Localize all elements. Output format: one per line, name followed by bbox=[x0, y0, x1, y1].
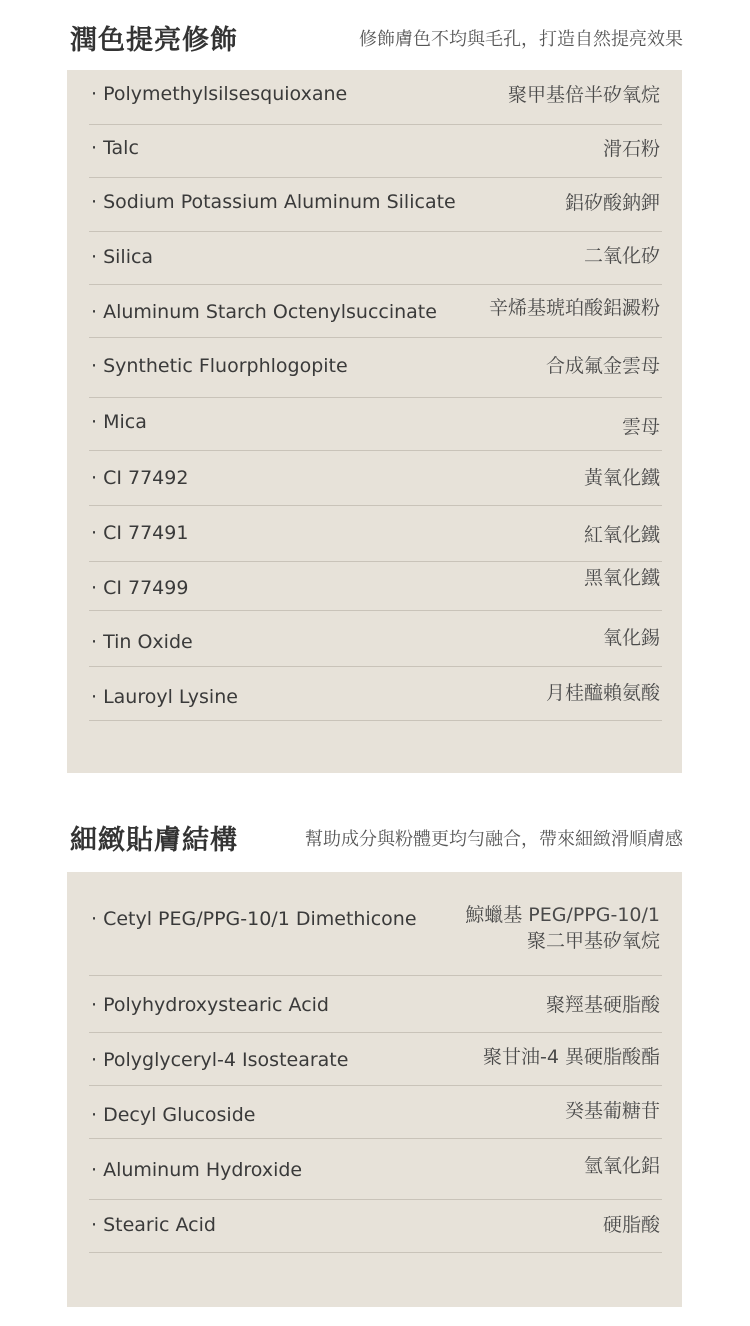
ingredient-zh: 癸基葡糖苷 bbox=[564, 1100, 660, 1122]
ingredient-row bbox=[89, 177, 662, 232]
ingredient-row bbox=[89, 124, 662, 178]
ingredient-zh: 鯨蠟基 PEG/PPG-10/1 bbox=[465, 904, 660, 926]
ingredient-row bbox=[89, 975, 662, 1033]
section-title: 潤色提亮修飾 bbox=[70, 25, 238, 56]
ingredient-en: · Sodium Potassium Aluminum Silicate bbox=[91, 191, 456, 213]
ingredient-en: · CI 77491 bbox=[91, 522, 189, 544]
ingredient-zh: 滑石粉 bbox=[602, 138, 660, 160]
ingredient-row bbox=[89, 231, 662, 285]
ingredient-row bbox=[89, 561, 662, 611]
ingredient-zh: 紅氧化鐵 bbox=[583, 524, 660, 546]
ingredient-row bbox=[89, 284, 662, 338]
section-subtitle: 修飾膚色不均與毛孔，打造自然提亮效果 bbox=[359, 29, 683, 50]
section-header bbox=[0, 800, 750, 870]
ingredient-row bbox=[89, 1032, 662, 1086]
ingredient-zh: 鋁矽酸鈉鉀 bbox=[564, 192, 660, 214]
ingredient-zh-line2: 聚二甲基矽氧烷 bbox=[526, 930, 660, 952]
section-title: 細緻貼膚結構 bbox=[70, 825, 238, 856]
ingredient-zh: 二氧化矽 bbox=[583, 245, 660, 267]
ingredient-en: · Talc bbox=[91, 137, 139, 159]
ingredient-row bbox=[89, 1199, 662, 1253]
ingredient-row bbox=[89, 1085, 662, 1139]
ingredient-zh: 氧化錫 bbox=[602, 627, 660, 649]
ingredient-row bbox=[89, 397, 662, 451]
ingredient-zh: 黃氧化鐵 bbox=[583, 467, 660, 489]
ingredient-en: · Aluminum Hydroxide bbox=[91, 1159, 303, 1181]
ingredient-zh: 合成氟金雲母 bbox=[545, 355, 660, 377]
ingredient-zh: 黑氧化鐵 bbox=[583, 567, 660, 589]
ingredient-row bbox=[89, 337, 662, 398]
ingredient-zh: 氫氧化鋁 bbox=[583, 1155, 660, 1177]
ingredient-en: · Polyhydroxystearic Acid bbox=[91, 994, 329, 1016]
section-header bbox=[0, 0, 750, 70]
ingredient-row bbox=[89, 610, 662, 667]
ingredient-en: · Lauroyl Lysine bbox=[91, 686, 238, 708]
ingredient-zh: 雲母 bbox=[621, 416, 660, 438]
ingredient-zh: 月桂醯賴氨酸 bbox=[545, 682, 660, 704]
ingredient-en: · CI 77492 bbox=[91, 467, 189, 489]
ingredient-zh: 硬脂酸 bbox=[602, 1214, 660, 1236]
ingredient-panel bbox=[67, 872, 682, 1307]
ingredient-en: · Polyglyceryl-4 Isostearate bbox=[91, 1049, 349, 1071]
ingredient-panel bbox=[67, 70, 682, 773]
ingredient-row bbox=[89, 872, 662, 976]
ingredient-row bbox=[89, 450, 662, 506]
ingredient-en: · Polymethylsilsesquioxane bbox=[91, 83, 348, 105]
ingredient-en: · Decyl Glucoside bbox=[91, 1104, 256, 1126]
ingredient-zh: 聚羥基硬脂酸 bbox=[545, 994, 660, 1016]
ingredient-en: · Silica bbox=[91, 246, 154, 268]
ingredient-en: · CI 77499 bbox=[91, 577, 189, 599]
ingredient-row bbox=[89, 666, 662, 721]
section-subtitle: 幫助成分與粉體更均勻融合，帶來細緻滑順膚感 bbox=[305, 829, 683, 850]
ingredient-row bbox=[89, 1138, 662, 1200]
ingredient-en: · Synthetic Fluorphlogopite bbox=[91, 355, 348, 377]
ingredient-en: · Tin Oxide bbox=[91, 631, 193, 653]
ingredient-zh: 辛烯基琥珀酸鋁澱粉 bbox=[488, 297, 660, 319]
ingredient-en: · Stearic Acid bbox=[91, 1214, 216, 1236]
ingredient-en: · Aluminum Starch Octenylsuccinate bbox=[91, 301, 437, 323]
ingredient-zh: 聚甘油-4 異硬脂酸酯 bbox=[483, 1046, 660, 1068]
ingredient-en: · Mica bbox=[91, 411, 147, 433]
ingredient-row bbox=[89, 505, 662, 562]
ingredient-row bbox=[89, 70, 662, 125]
ingredient-section-texture bbox=[0, 800, 750, 1236]
ingredient-zh: 聚甲基倍半矽氧烷 bbox=[507, 84, 660, 106]
ingredient-en: · Cetyl PEG/PPG-10/1 Dimethicone bbox=[91, 908, 417, 930]
